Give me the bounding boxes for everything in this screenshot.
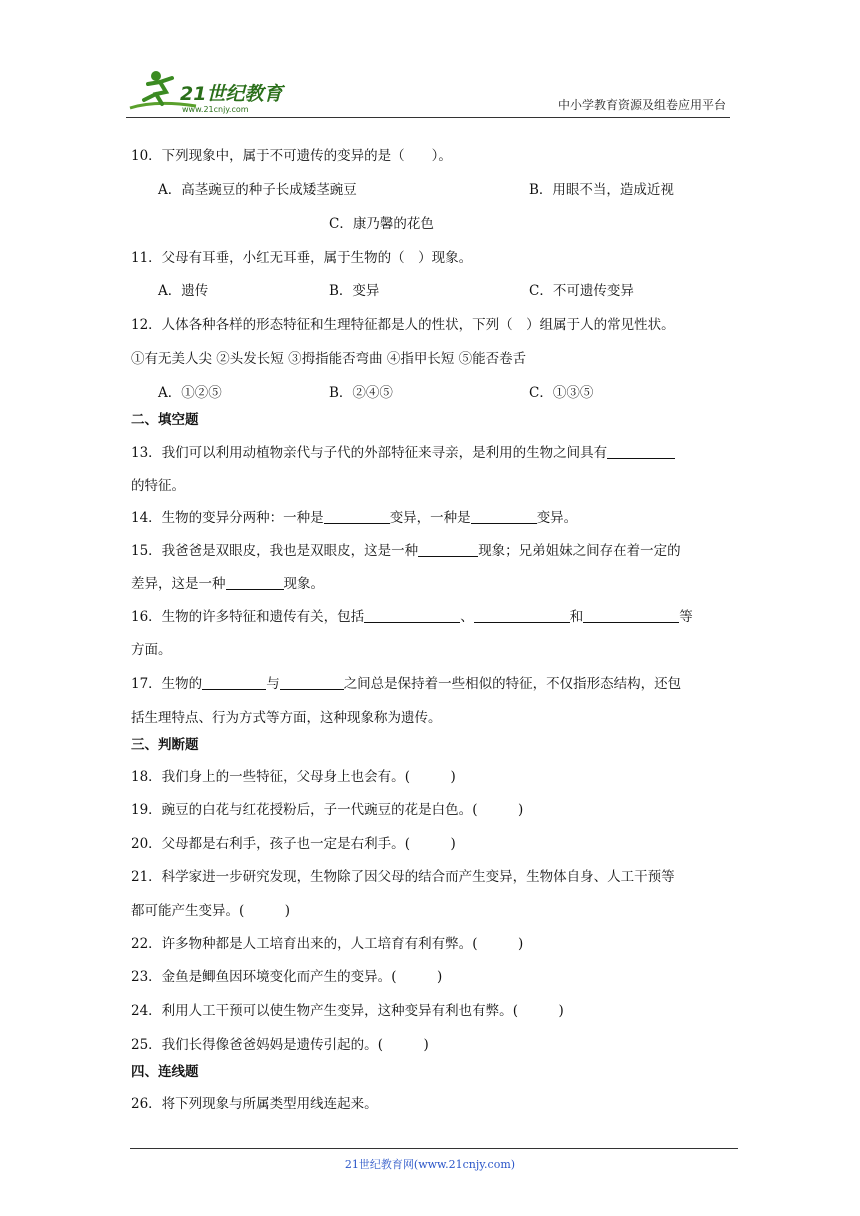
q24-text: 24．利用人工干预可以使生物产生变异，这种变异有利也有弊。 (131, 1003, 513, 1019)
answer-blank[interactable] (418, 543, 478, 557)
answer-paren[interactable]: ( ) (239, 903, 291, 919)
section-true-false: 三、判断题 (131, 737, 199, 753)
logo-21cnjy (126, 66, 296, 116)
option-a: A．①②⑤ (158, 385, 222, 401)
q23-text: 23．金鱼是鲫鱼因环境变化而产生的变异。 (131, 969, 392, 985)
svg-text:21世纪教育: 21世纪教育 (180, 83, 283, 105)
footer-text[interactable]: 21世纪教育网(www.21cnjy.com) (344, 1158, 516, 1171)
q16-text-a: 16．生物的许多特征和遗传有关，包括 (131, 609, 365, 625)
option-c: C．①③⑤ (529, 385, 594, 401)
question-17-cont: 括生理特点、行为方式等方面，这种现象称为遗传。 (131, 710, 442, 726)
answer-blank[interactable] (324, 510, 390, 524)
question-18 (131, 765, 456, 785)
question-20 (131, 832, 456, 852)
question-15 (131, 539, 681, 559)
q17-text-a: 17．生物的 (131, 676, 203, 692)
q14-text-a: 14．生物的变异分两种：一种是 (131, 510, 324, 526)
q21-text-b: 都可能产生变异。 (131, 903, 239, 919)
q20-text: 20．父母都是右利手，孩子也一定是右利手。 (131, 836, 405, 852)
q17-text-b: 与 (266, 676, 280, 692)
question-24 (131, 999, 564, 1019)
q14-text-c: 变异。 (536, 510, 578, 526)
question-15-cont (131, 572, 324, 592)
question-16-cont: 方面。 (131, 642, 172, 658)
question-12-stem: 12．人体各种各样的形态特征和生理特征都是人的性状，下列（ ）组属于人的常见性状。 (131, 317, 675, 333)
footer-divider (130, 1148, 738, 1149)
answer-paren[interactable]: ( ) (472, 802, 524, 818)
answer-blank[interactable] (583, 609, 679, 623)
option-b: B．②④⑤ (329, 385, 393, 401)
question-11-stem: 11．父母有耳垂，小红无耳垂，属于生物的（ ）现象。 (131, 250, 473, 266)
option-c: C．不可遗传变异 (529, 283, 634, 299)
answer-paren[interactable]: ( ) (404, 836, 456, 852)
q25-text: 25．我们长得像爸爸妈妈是遗传引起的。 (131, 1037, 378, 1053)
question-14 (131, 506, 577, 526)
option-b: B．变异 (329, 283, 380, 299)
question-23 (131, 965, 442, 985)
q19-text: 19．豌豆的白花与红花授粉后，子一代豌豆的花是白色。 (131, 802, 473, 818)
answer-paren[interactable]: ( ) (404, 769, 456, 785)
option-a: A．遗传 (158, 283, 209, 299)
q14-text-b: 变异，一种是 (389, 510, 471, 526)
page-header (126, 66, 730, 118)
question-21: 21．科学家进一步研究发现，生物除了因父母的结合而产生变异，生物体自身、人工干预等 (131, 869, 675, 885)
q15-text-d: 现象。 (283, 576, 324, 592)
q18-text: 18．我们身上的一些特征，父母身上也会有。 (131, 769, 405, 785)
question-21-cont (131, 899, 290, 919)
question-17 (131, 672, 681, 692)
question-13 (131, 441, 675, 461)
q16-text-b: 、 (460, 609, 474, 625)
q16-text-c: 和 (569, 609, 584, 625)
answer-paren[interactable]: ( ) (377, 1037, 429, 1053)
question-19 (131, 798, 523, 818)
answer-blank[interactable] (202, 676, 266, 690)
section-matching: 四、连线题 (131, 1064, 199, 1080)
question-13-cont: 的特征。 (131, 478, 185, 494)
answer-paren[interactable]: ( ) (512, 1003, 564, 1019)
answer-blank[interactable] (226, 576, 284, 590)
option-c: C．康乃馨的花色 (329, 216, 434, 232)
svg-text:www.21cnjy.com: www.21cnjy.com (182, 105, 249, 114)
answer-blank[interactable] (364, 609, 460, 623)
question-16 (131, 605, 693, 625)
answer-blank[interactable] (471, 510, 537, 524)
question-25 (131, 1033, 429, 1053)
q15-text-b: 现象；兄弟姐妹之间存在着一定的 (478, 543, 681, 559)
question-12-list: ①有无美人尖 ②头发长短 ③拇指能否弯曲 ④指甲长短 ⑤能否卷舌 (131, 351, 527, 367)
q13-text-a: 13．我们可以利用动植物亲代与子代的外部特征来寻亲，是利用的生物之间具有 (131, 445, 608, 461)
option-b: B．用眼不当，造成近视 (529, 182, 674, 198)
q16-text-d: 等 (679, 609, 693, 625)
question-22 (131, 932, 523, 952)
answer-blank[interactable] (474, 609, 570, 623)
option-a: A．高茎豌豆的种子长成矮茎豌豆 (158, 182, 357, 198)
question-10-stem: 10．下列现象中，属于不可遗传的变异的是（ ）。 (131, 148, 452, 164)
question-26: 26．将下列现象与所属类型用线连起来。 (131, 1096, 378, 1112)
answer-paren[interactable]: ( ) (472, 936, 524, 952)
answer-blank[interactable] (280, 676, 344, 690)
answer-paren[interactable]: ( ) (391, 969, 443, 985)
q22-text: 22．许多物种都是人工培育出来的，人工培育有利有弊。 (131, 936, 473, 952)
platform-name: 中小学教育资源及组卷应用平台 (557, 98, 726, 112)
q15-text-c: 差异，这是一种 (131, 576, 226, 592)
section-fill-blank: 二、填空题 (131, 412, 199, 428)
q17-text-c: 之间总是保持着一些相似的特征，不仅指形态结构，还包 (343, 676, 682, 692)
q15-text-a: 15．我爸爸是双眼皮，我也是双眼皮，这是一种 (131, 543, 419, 559)
header-divider (126, 117, 730, 118)
answer-blank[interactable] (607, 445, 675, 459)
